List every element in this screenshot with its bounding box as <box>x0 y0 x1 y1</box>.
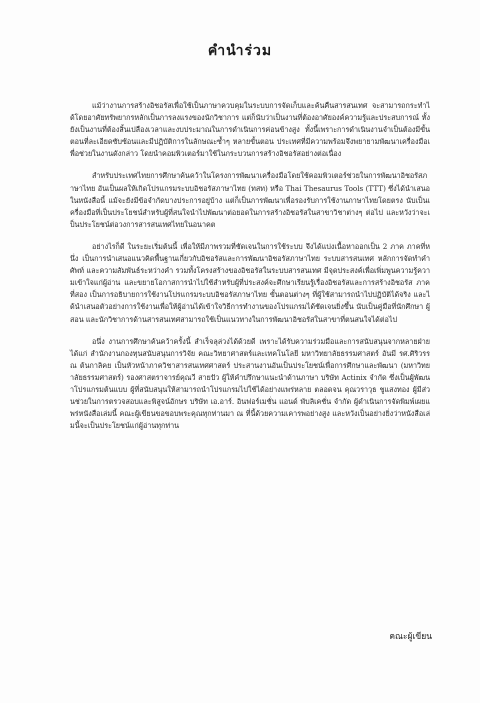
paragraph-2: สำหรับประเทศไทยการศึกษาค้นคว้าในโครงการพัฒนาเครื่องมือโดยใช้คอมพิวเตอร์ช่วยในการพัฒนาอิชอรัสภาษาไทย อันเป็นผลให้เกิดโปรแกรมระบบอิชอรัสภาษาไทย (ทสท) หรือ Thai Thesaurus Tools (TTT) ซึ่งได้นำเสนอในหนังสือนี้ แม้จะยังมีข้อจำกัดบางประการอยู่บ้าง แต่ก็เป็นการพัฒนาเพื่อรองรับการใช้งานภาษาไทยโดยตรง นับเป็นเครื่องมือที่เป็นประโยชน์สำหรับผู้ที่สนใจนำไปพัฒนาต่อยอดในการสร้างอิชอรัสในสาขาวิชาต่างๆ ต่อไป และหวังว่าจะเป็นประโยชน์ต่อวงการสารสนเทศไทยในอนาคต <box>70 171 430 229</box>
page-title: คำนำร่วม <box>207 43 273 59</box>
body-text <box>70 100 430 442</box>
paragraph-3: อย่างไรก็ดี ในระยะเริ่มต้นนี้ เพื่อให้มีภาพรวมที่ชัดเจนในการใช้ระบบ จึงได้แบ่งเนื้อหาออกเป็น 2 ภาค ภาคที่หนึ่ง เป็นการนำเสนอแนวคิดพื้นฐานเกี่ยวกับอิชอรัสและการพัฒนาอิชอรัสภาษาไทย ระบบสารสนเทศ หลักการจัดทำคำศัพท์ และความสัมพันธ์ระหว่างคำ รวมทั้งโครงสร้างของอิชอรัสในระบบสารสนเทศ มีจุดประสงค์เพื่อเพิ่มพูนความรู้ความเข้าใจแก่ผู้อ่าน และขยายโอกาสการนำไปใช้สำหรับผู้ที่ประสงค์จะศึกษาเรียนรู้เรื่องอิชอรัสและการสร้างอิชอรัส ภาคที่สอง เป็นการอธิบายการใช้งานโปรแกรมระบบอิชอรัสภาษาไทย ขั้นตอนต่างๆ ที่ผู้ใช้สามารถนำไปปฏิบัติได้จริง และได้นำเสนอตัวอย่างการใช้งานเพื่อให้ผู้อ่านได้เข้าใจวิธีการทำงานของโปรแกรมได้ชัดเจนยิ่งขึ้น นับเป็นคู่มือที่นักศึกษา ผู้สอน และนักวิชาการด้านสารสนเทศสามารถใช้เป็นแนวทางในการพัฒนาอิชอรัสในสาขาที่ตนสนใจได้ต่อไป <box>70 241 430 324</box>
author-signature: คณะผู้เขียน <box>389 632 432 642</box>
paragraph-1: แม้ว่างานการสร้างอิชอรัสเพื่อใช้เป็นภาษาควบคุมในระบบการจัดเก็บและค้นคืนสารสนเทศ จะสามารถกระทำได้โดยอาศัยทรัพยากรหลักเป็นการลงแรงของนักวิชาการ แต่ก็นับว่าเป็นงานที่ต้องอาศัยองค์ความรู้และประสบการณ์ ทั้งยังเป็นงานที่ต้องสิ้นเปลืองเวลาและงบประมาณในการดำเนินการค่อนข้างสูง ทั้งนี้เพราะการดำเนินงานจำเป็นต้องมีขั้นตอนที่ละเอียดซับซ้อนและมีปฏิบัติการในลักษณะซ้ำๆ หลายขั้นตอน ประเทศที่มีความพร้อมจึงพยายามพัฒนาเครื่องมือเพื่อช่วยในงานดังกล่าว โดยนำคอมพิวเตอร์มาใช้ในกระบวนการสร้างอิชอรัสอย่างต่อเนื่อง <box>70 101 430 159</box>
paragraph-4: อนึ่ง งานการศึกษาค้นคว้าครั้งนี้ สำเร็จลุล่วงได้ด้วยดี เพราะได้รับความร่วมมือและการสนับสนุนจากหลายฝ่าย ได้แก่ สำนักงานกองทุนสนับสนุนการวิจัย คณะวิทยาศาสตร์และเทคโนโลยี มหาวิทยาลัยธรรมศาสตร์ อันมี รศ.ศิริวรรณ ต้นกาลิคย เป็นหัวหน้าภาควิชาสารสนเทศศาสตร์ ประสานงานอันเป็นประโยชน์เพื่อการศึกษาและพัฒนา (มหาวิทยาลัยธรรมศาสตร์) รองศาสตราจารย์คุณวี สายปัว ผู้ให้คำปรึกษาแนะนำด้านภาษา บริษัท Actinix จำกัด ซึ่งเป็นผู้พัฒนาโปรแกรมต้นแบบ ผู้ที่สนับสนุนให้สามารถนำโปรแกรมไปใช้ได้อย่างแพร่หลาย ตลอดจน คุณวราวุธ ชูแสงทอง ผู้มีส่วนช่วยในการตรวจสอบและพิสูจน์อักษร บริษัท เอ.อาร์. อินฟอร์เมชั่น แอนด์ พับลิเคชั่น จำกัด ผู้ดำเนินการจัดพิมพ์เผยแพร่หนังสือเล่มนี้ คณะผู้เขียนขอขอบพระคุณทุกท่านมา ณ ที่นี้ด้วยความเคารพอย่างสูง และหวังเป็นอย่างยิ่งว่าหนังสือเล่มนี้จะเป็นประโยชน์แก่ผู้อ่านทุกท่าน <box>70 336 430 431</box>
